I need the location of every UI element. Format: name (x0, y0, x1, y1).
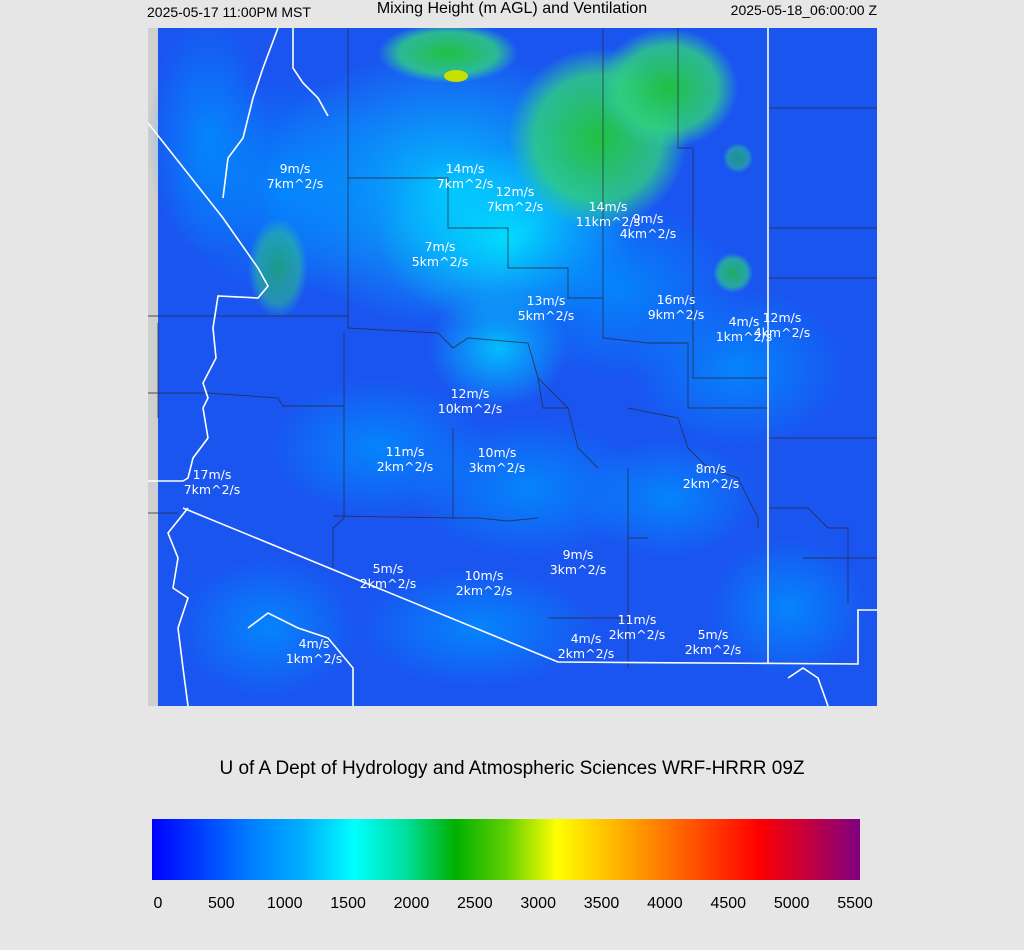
ventilation-label: 4km^2/s (619, 226, 677, 241)
wind-speed-label: 14m/s (445, 161, 485, 176)
ventilation-label: 1km^2/s (715, 329, 773, 344)
colorbar-tick-label: 500 (208, 895, 235, 912)
wind-speed-label: 5m/s (372, 561, 404, 576)
wind-speed-label: 9m/s (279, 161, 311, 176)
colorbar-tick-label: 4000 (647, 895, 683, 912)
field-blob (148, 28, 268, 258)
ventilation-label: 7km^2/s (266, 176, 324, 191)
ventilation-label: 3km^2/s (549, 562, 607, 577)
colorbar-tick-label: 4500 (710, 895, 747, 912)
valid-time-utc: 2025-05-18_06:00:00 Z (730, 2, 877, 18)
map-title: Mixing Height (m AGL) and Ventilation (376, 0, 648, 17)
valid-time-local: 2025-05-17 11:00PM MST (147, 4, 311, 20)
field-blob (178, 558, 358, 698)
mixing-height-map (148, 28, 877, 706)
field-blob (708, 538, 868, 678)
colorbar (152, 819, 860, 880)
map-canvas (148, 28, 877, 706)
ventilation-label: 2km^2/s (557, 646, 615, 661)
field-blob (444, 70, 468, 82)
wind-speed-label: 11m/s (617, 612, 657, 627)
field-blob (723, 143, 753, 173)
wind-speed-label: 16m/s (656, 292, 696, 307)
ventilation-label: 11km^2/s (575, 214, 641, 229)
ventilation-label: 9km^2/s (647, 307, 705, 322)
ventilation-label: 7km^2/s (183, 482, 241, 497)
colorbar-tick-label: 1000 (266, 895, 303, 912)
wind-speed-label: 9m/s (562, 547, 594, 562)
wind-speed-label: 12m/s (495, 184, 535, 199)
ventilation-label: 5km^2/s (517, 308, 575, 323)
wind-speed-label: 4m/s (728, 314, 760, 329)
wind-speed-label: 10m/s (464, 568, 504, 583)
wind-speed-label: 10m/s (477, 445, 517, 460)
colorbar-tick-label: 1500 (330, 895, 366, 912)
wind-speed-label: 4m/s (570, 631, 602, 646)
ventilation-label: 5km^2/s (411, 254, 469, 269)
ventilation-label: 10km^2/s (437, 401, 503, 416)
wind-speed-label: 7m/s (424, 239, 456, 254)
wind-speed-label: 11m/s (385, 444, 425, 459)
ventilation-label: 4km^2/s (753, 325, 811, 340)
wind-speed-label: 4m/s (298, 636, 330, 651)
wind-speed-label: 13m/s (526, 293, 566, 308)
colorbar-tick-label: 3500 (583, 895, 620, 912)
wind-speed-label: 9m/s (632, 211, 664, 226)
ventilation-label: 7km^2/s (486, 199, 544, 214)
colorbar-tick-label: 5500 (837, 895, 873, 912)
ventilation-label: 2km^2/s (682, 476, 740, 491)
model-credit: U of A Dept of Hydrology and Atmospheric Sciences WRF-HRRR 09Z (219, 758, 805, 779)
field-blob (598, 28, 738, 148)
ventilation-label: 7km^2/s (436, 176, 494, 191)
ventilation-label: 2km^2/s (684, 642, 742, 657)
ventilation-label: 2km^2/s (359, 576, 417, 591)
colorbar-tick-label: 3000 (520, 895, 556, 912)
wind-speed-label: 5m/s (697, 627, 729, 642)
wind-speed-label: 12m/s (450, 386, 490, 401)
wind-speed-label: 14m/s (588, 199, 628, 214)
field-blob (578, 438, 758, 558)
field-blob (713, 253, 753, 293)
ventilation-label: 2km^2/s (455, 583, 513, 598)
field-blob (248, 218, 308, 318)
ventilation-label: 2km^2/s (608, 627, 666, 642)
colorbar-tick-label: 2500 (457, 895, 493, 912)
colorbar-tick-label: 0 (153, 895, 163, 912)
ventilation-label: 3km^2/s (468, 460, 526, 475)
ventilation-label: 2km^2/s (376, 459, 434, 474)
wind-speed-label: 8m/s (695, 461, 727, 476)
colorbar-tick-label: 2000 (393, 895, 430, 912)
wind-speed-label: 12m/s (762, 310, 802, 325)
ventilation-label: 1km^2/s (285, 651, 343, 666)
wind-speed-label: 17m/s (192, 467, 232, 482)
colorbar-tick-label: 5000 (773, 895, 810, 912)
